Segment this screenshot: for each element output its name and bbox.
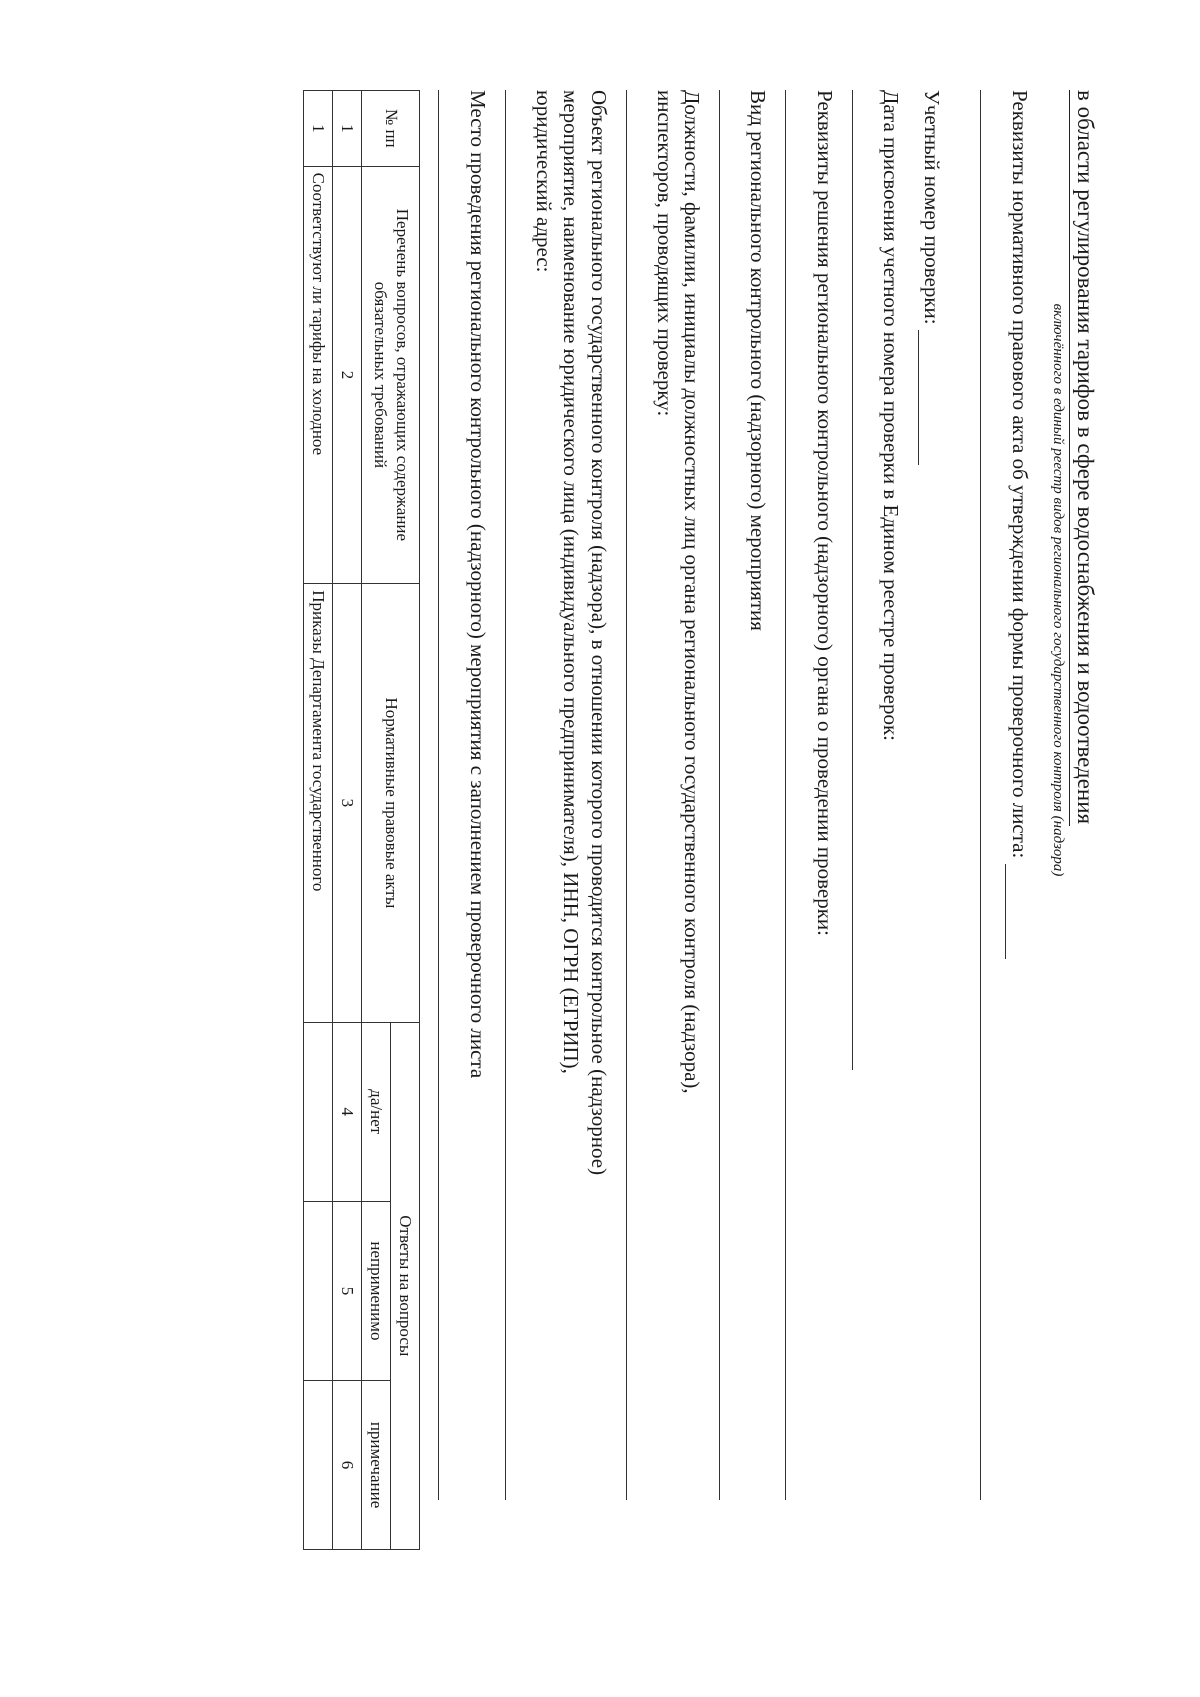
place-label: Место проведения регионального контрольного (надзорного) мероприятия с заполнением проверочного листа — [465, 90, 490, 1079]
index-cell: 1 — [333, 91, 362, 167]
header-caption: включённого в единый реестр видов регионального государственного контроля (надзора) — [1050, 303, 1067, 877]
object-field — [530, 90, 612, 1500]
page-content — [303, 90, 1100, 1509]
header-answers: Ответы на вопросы — [391, 1022, 420, 1549]
row-note[interactable] — [303, 1381, 332, 1550]
assign-date-field — [877, 90, 904, 1500]
table-index-row — [333, 91, 362, 1550]
header-questions: Перечень вопросов, отражающих содержание обязательных требований — [362, 166, 420, 584]
header-acts: Нормативные правовые акты — [362, 584, 420, 1022]
event-type-label: Вид регионального контрольного (надзорного) мероприятия — [746, 90, 771, 631]
checklist-table — [303, 90, 420, 1550]
assign-date-rule[interactable] — [852, 90, 877, 1070]
row-num: 1 — [303, 91, 332, 167]
header-text: в области регулирования тарифов в сфере водоснабжения и водоотведения — [1069, 90, 1100, 826]
account-number-label: Учетный номер проверки: — [920, 90, 945, 325]
inspectors-label-line1: Должности, фамилии, инициалы должностных лиц органа регионального государственного контроля (надзора), — [680, 90, 705, 1094]
index-cell: 4 — [333, 1022, 362, 1201]
place-field — [463, 90, 490, 1500]
header-note: примечание — [362, 1381, 391, 1550]
row-na[interactable] — [303, 1201, 332, 1380]
place-rule[interactable] — [438, 90, 463, 1500]
row-question: Соответствуют ли тарифы на холодное — [303, 166, 332, 584]
header-yes-no: да/нет — [362, 1022, 391, 1201]
index-cell: 3 — [333, 584, 362, 1022]
index-cell: 5 — [333, 1201, 362, 1380]
object-label-line2: мероприятие, наименование юридического лица (индивидуального предпринимателя), ИНН, ОГРН (ЕГРИП), — [559, 90, 584, 1074]
event-type-rule[interactable] — [719, 90, 744, 1500]
table-header-row — [391, 91, 420, 1550]
account-number-blank[interactable] — [918, 330, 946, 465]
decision-requisites-label: Реквизиты решения регионального контрольного (надзорного) органа о проведении проверки: — [812, 90, 837, 936]
object-rule[interactable] — [505, 90, 530, 1500]
npa-requisites-rule[interactable] — [980, 90, 1005, 1500]
header-na: неприменимо — [362, 1201, 391, 1380]
npa-requisites-field — [1005, 90, 1033, 1500]
inspectors-field — [651, 90, 706, 1500]
object-label-line3: юридический адрес: — [531, 90, 556, 273]
decision-requisites-field — [810, 90, 837, 1500]
header-line — [1069, 90, 1100, 1500]
table-row — [303, 91, 332, 1550]
row-act: Приказы Департамента государственного — [303, 584, 332, 1022]
inspectors-rule[interactable] — [626, 90, 651, 1500]
index-cell: 2 — [333, 166, 362, 584]
index-cell: 6 — [333, 1381, 362, 1550]
header-num: № пп — [362, 91, 420, 167]
inspectors-label-line2: инспекторов, проводящих проверку: — [652, 90, 677, 417]
object-label-line1: Объект регионального государственного контроля (надзора), в отношении которого проводится контрольное (надзорное) — [586, 90, 611, 1176]
npa-requisites-blank[interactable] — [1005, 864, 1033, 959]
assign-date-label: Дата присвоения учетного номера проверки в Едином реестре проверок: — [879, 90, 904, 742]
row-yes-no[interactable] — [303, 1022, 332, 1201]
npa-requisites-label: Реквизиты нормативного правового акта об утверждении формы проверочного листа: — [1007, 90, 1032, 859]
account-number-field — [918, 90, 946, 1500]
decision-requisites-rule[interactable] — [785, 90, 810, 1500]
event-type-field — [744, 90, 771, 1500]
